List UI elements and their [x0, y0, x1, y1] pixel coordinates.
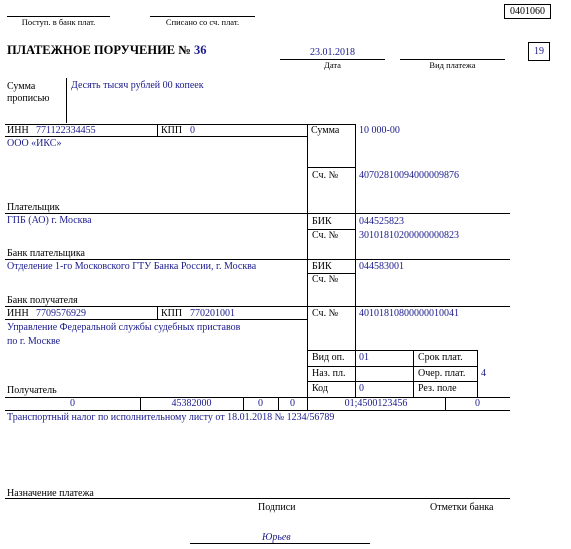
debited-label: Списано со сч. плат.	[165, 17, 240, 27]
payer-bank-acct: 30101810200000000823	[359, 230, 459, 241]
payee-name-line1: Управление Федеральной службы судебных приставов	[7, 322, 241, 333]
amount-words-label-1: Сумма	[7, 81, 36, 92]
payer-label: Плательщик	[7, 202, 60, 213]
tax-cell-oktmo: 45382000	[171, 398, 212, 409]
sum-value: 10 000-00	[359, 125, 400, 136]
payee-bank-name: Отделение 1-го Московского ГТУ Банка России, г. Москва	[7, 261, 257, 272]
payee-bank-bik: 044583001	[359, 261, 404, 272]
row-line-codes-1	[307, 366, 477, 367]
signature-line	[190, 543, 370, 544]
payee-kpp-label: КПП	[161, 308, 183, 319]
sum-label: Сумма	[311, 125, 340, 136]
payee-name-line2: по г. Москве	[7, 336, 61, 347]
payer-kpp-label: КПП	[161, 125, 183, 136]
order-number: 36	[193, 43, 207, 57]
payee-kpp: 770201001	[190, 308, 235, 319]
payee-bank-acct-label: Сч. №	[312, 274, 339, 285]
tax-cell-doc-number: 01;4500123456	[344, 398, 408, 409]
date-label: Дата	[324, 60, 341, 70]
col-line-codes-mid	[413, 350, 414, 397]
ocher-label: Очер. плат.	[418, 368, 466, 379]
row-line-payer-bank	[5, 259, 510, 260]
payee-inn: 7709576929	[36, 308, 86, 319]
payment-type-label: Вид платежа	[429, 60, 476, 70]
payer-acct: 40702810094000009876	[359, 170, 459, 181]
payee-acct-label: Сч. №	[312, 308, 339, 319]
payer-acct-label: Сч. №	[312, 170, 339, 181]
purpose-text: Транспортный налог по исполнительному листу от 18.01.2018 № 1234/56789	[7, 412, 335, 423]
tax-cell-basis: 0	[258, 398, 263, 409]
payer-bank-acct-label: Сч. №	[312, 230, 339, 241]
status-code: 19	[528, 42, 550, 61]
purpose-label: Назначение платежа	[7, 488, 94, 499]
payee-bank-label: Банк получателя	[7, 295, 78, 306]
kod-value: 0	[359, 383, 364, 394]
tax-cell-period: 0	[290, 398, 295, 409]
rez-label: Рез. поле	[418, 383, 457, 394]
payee-bank-bik-label: БИК	[312, 261, 332, 272]
form-code: 0401060	[504, 4, 551, 19]
received-label: Поступ. в банк плат.	[21, 17, 96, 27]
kod-label: Код	[312, 383, 328, 394]
payee-label: Получатель	[7, 385, 57, 396]
col-line-values	[355, 124, 356, 397]
signature: Юрьев	[262, 532, 291, 543]
payer-name: ООО «ИКС»	[7, 138, 62, 149]
payer-bank-bik: 044525823	[359, 216, 404, 227]
payee-inn-label: ИНН	[7, 308, 29, 319]
amount-words-label-2: прописью	[7, 93, 50, 104]
row-line-inn-bottom	[5, 136, 307, 137]
row-line-payee-inn	[5, 319, 307, 320]
ocher-value: 4	[481, 368, 486, 379]
payer-bank-label: Банк плательщика	[7, 248, 85, 259]
col-line-kpp2	[157, 306, 158, 319]
title-text: ПЛАТЕЖНОЕ ПОРУЧЕНИЕ №	[7, 43, 191, 57]
payer-bank-name: ГПБ (АО) г. Москва	[7, 215, 92, 226]
row-line-tax	[5, 410, 510, 411]
order-date: 23.01.2018	[310, 47, 355, 58]
naz-pl-label: Наз. пл.	[312, 368, 346, 379]
col-line-kpp1	[157, 124, 158, 136]
tax-cell-status: 0	[70, 398, 75, 409]
row-line-payee-bank	[5, 306, 510, 307]
row-line-codes-2	[307, 381, 477, 382]
row-line-payer	[5, 213, 510, 214]
payer-inn: 771122334455	[36, 125, 96, 136]
payer-bank-bik-label: БИК	[312, 216, 332, 227]
vid-op-value: 01	[359, 352, 369, 363]
col-line-codes-right	[477, 350, 478, 397]
payee-acct: 40101810800000010041	[359, 308, 459, 319]
row-line-sum-bottom	[307, 167, 355, 168]
bank-marks-label: Отметки банка	[430, 502, 494, 513]
payer-kpp: 0	[190, 125, 195, 136]
amount-words-value: Десять тысяч рублей 00 копеек	[71, 80, 204, 91]
tax-cell-doc-date: 0	[475, 398, 480, 409]
vid-op-label: Вид оп.	[312, 352, 345, 363]
srok-label: Срок плат.	[418, 352, 463, 363]
signatures-label: Подписи	[258, 502, 296, 513]
payer-inn-label: ИНН	[7, 125, 29, 136]
amount-words-divider	[66, 78, 67, 123]
row-line-codes-top	[307, 350, 477, 351]
col-line-main	[307, 124, 308, 397]
page-title	[7, 43, 206, 58]
